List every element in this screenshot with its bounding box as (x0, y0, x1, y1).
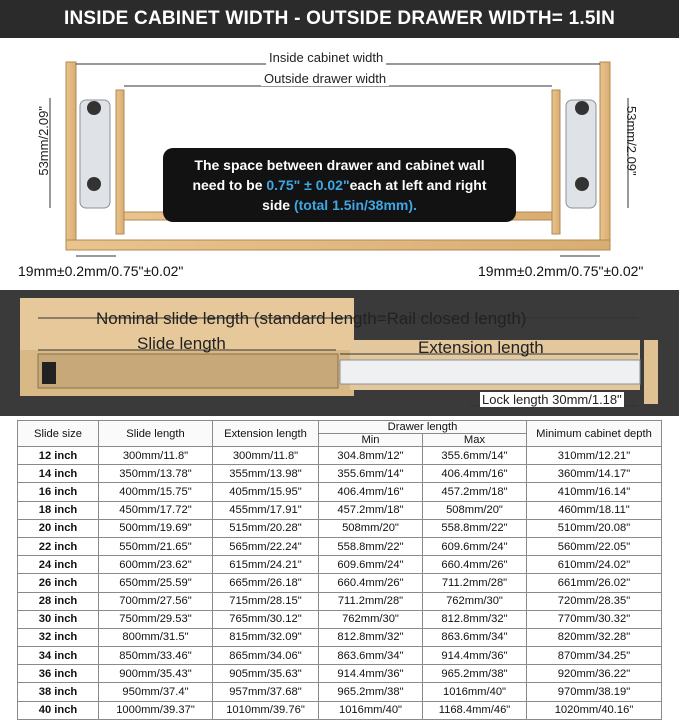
table-cell: 1168.4mm/46" (423, 701, 527, 719)
table-cell: 400mm/15.75" (99, 483, 213, 501)
table-cell: 32 inch (18, 628, 99, 646)
cabinet-diagram (0, 38, 679, 290)
page-title: INSIDE CABINET WIDTH - OUTSIDE DRAWER WIDTH= 1.5IN (0, 0, 679, 38)
table-row (18, 556, 662, 574)
table-cell: 970mm/38.19" (527, 683, 662, 701)
table-cell: 450mm/17.72" (99, 501, 213, 519)
table-row (18, 537, 662, 555)
table-row (18, 501, 662, 519)
table-cell: 26 inch (18, 574, 99, 592)
callout-line2 (163, 175, 516, 195)
slide-illustration (0, 290, 679, 416)
callout-highlight: 0.75" ± 0.02" (266, 177, 350, 193)
table-cell: 770mm/30.32" (527, 610, 662, 628)
left-gap-label: 19mm±0.2mm/0.75"±0.02" (18, 263, 184, 279)
table-cell: 815mm/32.09" (213, 628, 319, 646)
table-cell: 609.6mm/24" (423, 537, 527, 555)
table-cell: 560mm/22.05" (527, 537, 662, 555)
table-cell: 905mm/35.63" (213, 665, 319, 683)
table-cell: 965.2mm/38" (423, 665, 527, 683)
table-cell: 600mm/23.62" (99, 556, 213, 574)
table-row (18, 592, 662, 610)
table-row (18, 483, 662, 501)
table-row (18, 647, 662, 665)
table-cell: 615mm/24.21" (213, 556, 319, 574)
table-cell: 900mm/35.43" (99, 665, 213, 683)
table-cell: 715mm/28.15" (213, 592, 319, 610)
table-cell: 14 inch (18, 465, 99, 483)
table-cell: 350mm/13.78" (99, 465, 213, 483)
column-header-min: Min (319, 434, 423, 447)
table-cell: 812.8mm/32" (423, 610, 527, 628)
table-cell: 310mm/12.21" (527, 447, 662, 465)
table-cell: 1000mm/39.37" (99, 701, 213, 719)
table-cell: 950mm/37.4" (99, 683, 213, 701)
table-cell: 22 inch (18, 537, 99, 555)
callout-line1: The space between drawer and cabinet wall (194, 157, 485, 173)
table-cell: 34 inch (18, 647, 99, 665)
table-cell: 812.8mm/32" (319, 628, 423, 646)
nominal-slide-length-label: Nominal slide length (standard length=Rail closed length) (96, 309, 527, 328)
table-cell: 750mm/29.53" (99, 610, 213, 628)
table-cell: 457.2mm/18" (423, 483, 527, 501)
table-cell: 565mm/22.24" (213, 537, 319, 555)
table-cell: 762mm/30" (423, 592, 527, 610)
table-cell: 457.2mm/18" (319, 501, 423, 519)
table-cell: 455mm/17.91" (213, 501, 319, 519)
table-cell: 865mm/34.06" (213, 647, 319, 665)
table-cell: 405mm/15.95" (213, 483, 319, 501)
left-height-label: 53mm/2.09" (36, 106, 51, 176)
table-row (18, 683, 662, 701)
table-cell: 863.6mm/34" (423, 628, 527, 646)
table-cell: 500mm/19.69" (99, 519, 213, 537)
table-cell: 38 inch (18, 683, 99, 701)
table-cell: 304.8mm/12" (319, 447, 423, 465)
slide-length-label: Slide length (137, 334, 226, 353)
table-row (18, 574, 662, 592)
table-cell: 1016mm/40" (319, 701, 423, 719)
table-row (18, 610, 662, 628)
table-cell: 28 inch (18, 592, 99, 610)
table-cell: 406.4mm/16" (423, 465, 527, 483)
table-row (18, 519, 662, 537)
table-cell: 650mm/25.59" (99, 574, 213, 592)
table-cell: 12 inch (18, 447, 99, 465)
spacing-callout (163, 148, 516, 222)
column-header-max: Max (423, 434, 527, 447)
table-cell: 661mm/26.02" (527, 574, 662, 592)
table-cell: 558.8mm/22" (319, 537, 423, 555)
callout-line3 (163, 195, 516, 215)
outside-drawer-width-label: Outside drawer width (261, 71, 389, 86)
callout-highlight: (total 1.5in/38mm). (293, 197, 417, 213)
table-cell: 360mm/14.17" (527, 465, 662, 483)
table-cell: 660.4mm/26" (319, 574, 423, 592)
table-cell: 762mm/30" (319, 610, 423, 628)
table-cell: 1020mm/40.16" (527, 701, 662, 719)
table-cell: 30 inch (18, 610, 99, 628)
column-header-drawer-length: Drawer length (319, 421, 527, 434)
table-cell: 665mm/26.18" (213, 574, 319, 592)
table-cell: 355.6mm/14" (423, 447, 527, 465)
lock-length-label: Lock length 30mm/1.18" (482, 392, 622, 407)
table-cell: 1010mm/39.76" (213, 701, 319, 719)
table-cell: 711.2mm/28" (423, 574, 527, 592)
table-cell: 700mm/27.56" (99, 592, 213, 610)
table-cell: 914.4mm/36" (319, 665, 423, 683)
table-cell: 965.2mm/38" (319, 683, 423, 701)
table-row (18, 628, 662, 646)
table-cell: 355mm/13.98" (213, 465, 319, 483)
table-cell: 711.2mm/28" (319, 592, 423, 610)
table-cell: 957mm/37.68" (213, 683, 319, 701)
right-height-label: 53mm/2.09" (624, 106, 639, 176)
table-cell: 18 inch (18, 501, 99, 519)
table-cell: 920mm/36.22" (527, 665, 662, 683)
callout-text: each at left and right (349, 177, 487, 193)
callout-text: side (262, 197, 294, 213)
table-cell: 300mm/11.8" (99, 447, 213, 465)
table-cell: 508mm/20" (423, 501, 527, 519)
table-cell: 863.6mm/34" (319, 647, 423, 665)
column-header-size: Slide size (18, 421, 99, 447)
table-cell: 660.4mm/26" (423, 556, 527, 574)
table-cell: 820mm/32.28" (527, 628, 662, 646)
table-cell: 550mm/21.65" (99, 537, 213, 555)
table-cell: 16 inch (18, 483, 99, 501)
spec-table (17, 420, 662, 720)
table-cell: 406.4mm/16" (319, 483, 423, 501)
table-row (18, 465, 662, 483)
table-cell: 508mm/20" (319, 519, 423, 537)
table-cell: 610mm/24.02" (527, 556, 662, 574)
table-cell: 800mm/31.5" (99, 628, 213, 646)
table-cell: 609.6mm/24" (319, 556, 423, 574)
callout-text: need to be (192, 177, 267, 193)
table-cell: 914.4mm/36" (423, 647, 527, 665)
table-cell: 20 inch (18, 519, 99, 537)
right-gap-label: 19mm±0.2mm/0.75"±0.02" (478, 263, 644, 279)
column-header-slide-length: Slide length (99, 421, 213, 447)
table-cell: 720mm/28.35" (527, 592, 662, 610)
table-row (18, 447, 662, 465)
table-cell: 410mm/16.14" (527, 483, 662, 501)
table-cell: 850mm/33.46" (99, 647, 213, 665)
extension-length-label: Extension length (418, 338, 544, 357)
table-cell: 510mm/20.08" (527, 519, 662, 537)
table-row (18, 665, 662, 683)
table-cell: 765mm/30.12" (213, 610, 319, 628)
table-cell: 870mm/34.25" (527, 647, 662, 665)
table-cell: 24 inch (18, 556, 99, 574)
table-cell: 460mm/18.11" (527, 501, 662, 519)
table-cell: 558.8mm/22" (423, 519, 527, 537)
table-cell: 40 inch (18, 701, 99, 719)
table-cell: 1016mm/40" (423, 683, 527, 701)
table-cell: 355.6mm/14" (319, 465, 423, 483)
table-cell: 36 inch (18, 665, 99, 683)
column-header-min-cabinet-depth: Minimum cabinet depth (527, 421, 662, 447)
table-cell: 300mm/11.8" (213, 447, 319, 465)
column-header-extension-length: Extension length (213, 421, 319, 447)
table-row (18, 701, 662, 719)
inside-cabinet-width-label: Inside cabinet width (266, 50, 386, 65)
table-cell: 515mm/20.28" (213, 519, 319, 537)
